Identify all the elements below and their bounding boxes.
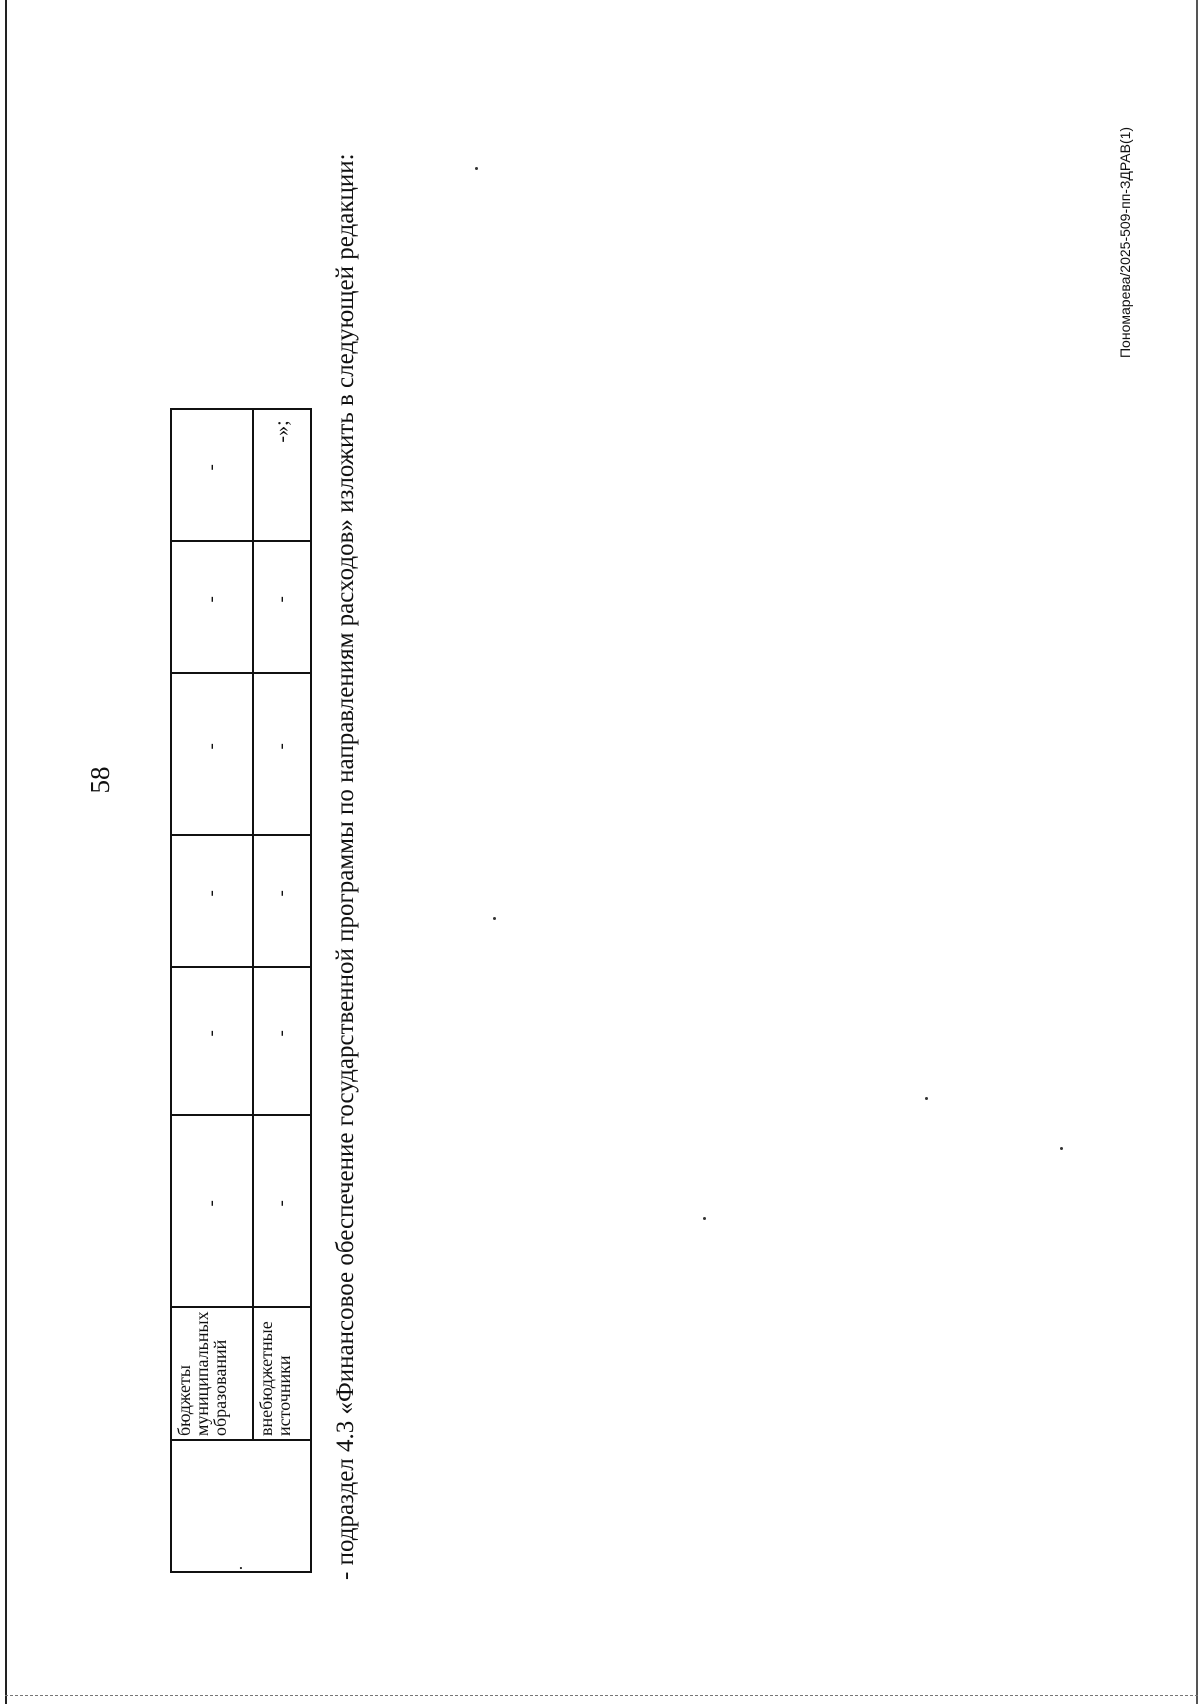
value-cell: - <box>253 967 311 1115</box>
value-cell-closing: -»; <box>253 409 311 541</box>
value-cell: - <box>171 835 253 967</box>
page-border-left <box>5 0 7 1704</box>
value-cell: - <box>171 1115 253 1307</box>
value-cell: - <box>253 541 311 673</box>
value-cell: - <box>253 1115 311 1307</box>
amendment-paragraph <box>329 70 363 1580</box>
scan-speck <box>493 917 496 920</box>
scan-speck <box>1060 1147 1063 1150</box>
empty-merged-cell: · <box>171 1440 311 1572</box>
source-label: внебюджетные источники <box>253 1307 311 1440</box>
rotated-page <box>15 20 1185 1620</box>
funding-table <box>170 408 312 1573</box>
table-row <box>253 409 311 1572</box>
page-border-right <box>1196 0 1198 1704</box>
source-label: бюджеты муниципальных образований <box>171 1307 253 1440</box>
value-cell: - <box>253 835 311 967</box>
paragraph-text: - подраздел 4.3 «Финансовое обеспечение государственной программы по направлениям расходов» изложить в следующей редакции: <box>332 153 359 1580</box>
scan-speck <box>703 1217 706 1220</box>
scan-speck <box>475 167 478 170</box>
value-cell: - <box>171 409 253 541</box>
value-cell: - <box>253 673 311 835</box>
document-id: Пономарева/2025-509-пп-ЗДРАВ(1) <box>1117 126 1133 358</box>
value-cell: - <box>171 673 253 835</box>
scan-edge-bottom <box>5 1695 1198 1697</box>
scan-speck <box>925 1097 928 1100</box>
page-number: 58 <box>85 766 115 794</box>
table-row <box>171 409 253 1572</box>
value-cell: - <box>171 541 253 673</box>
value-cell: - <box>171 967 253 1115</box>
